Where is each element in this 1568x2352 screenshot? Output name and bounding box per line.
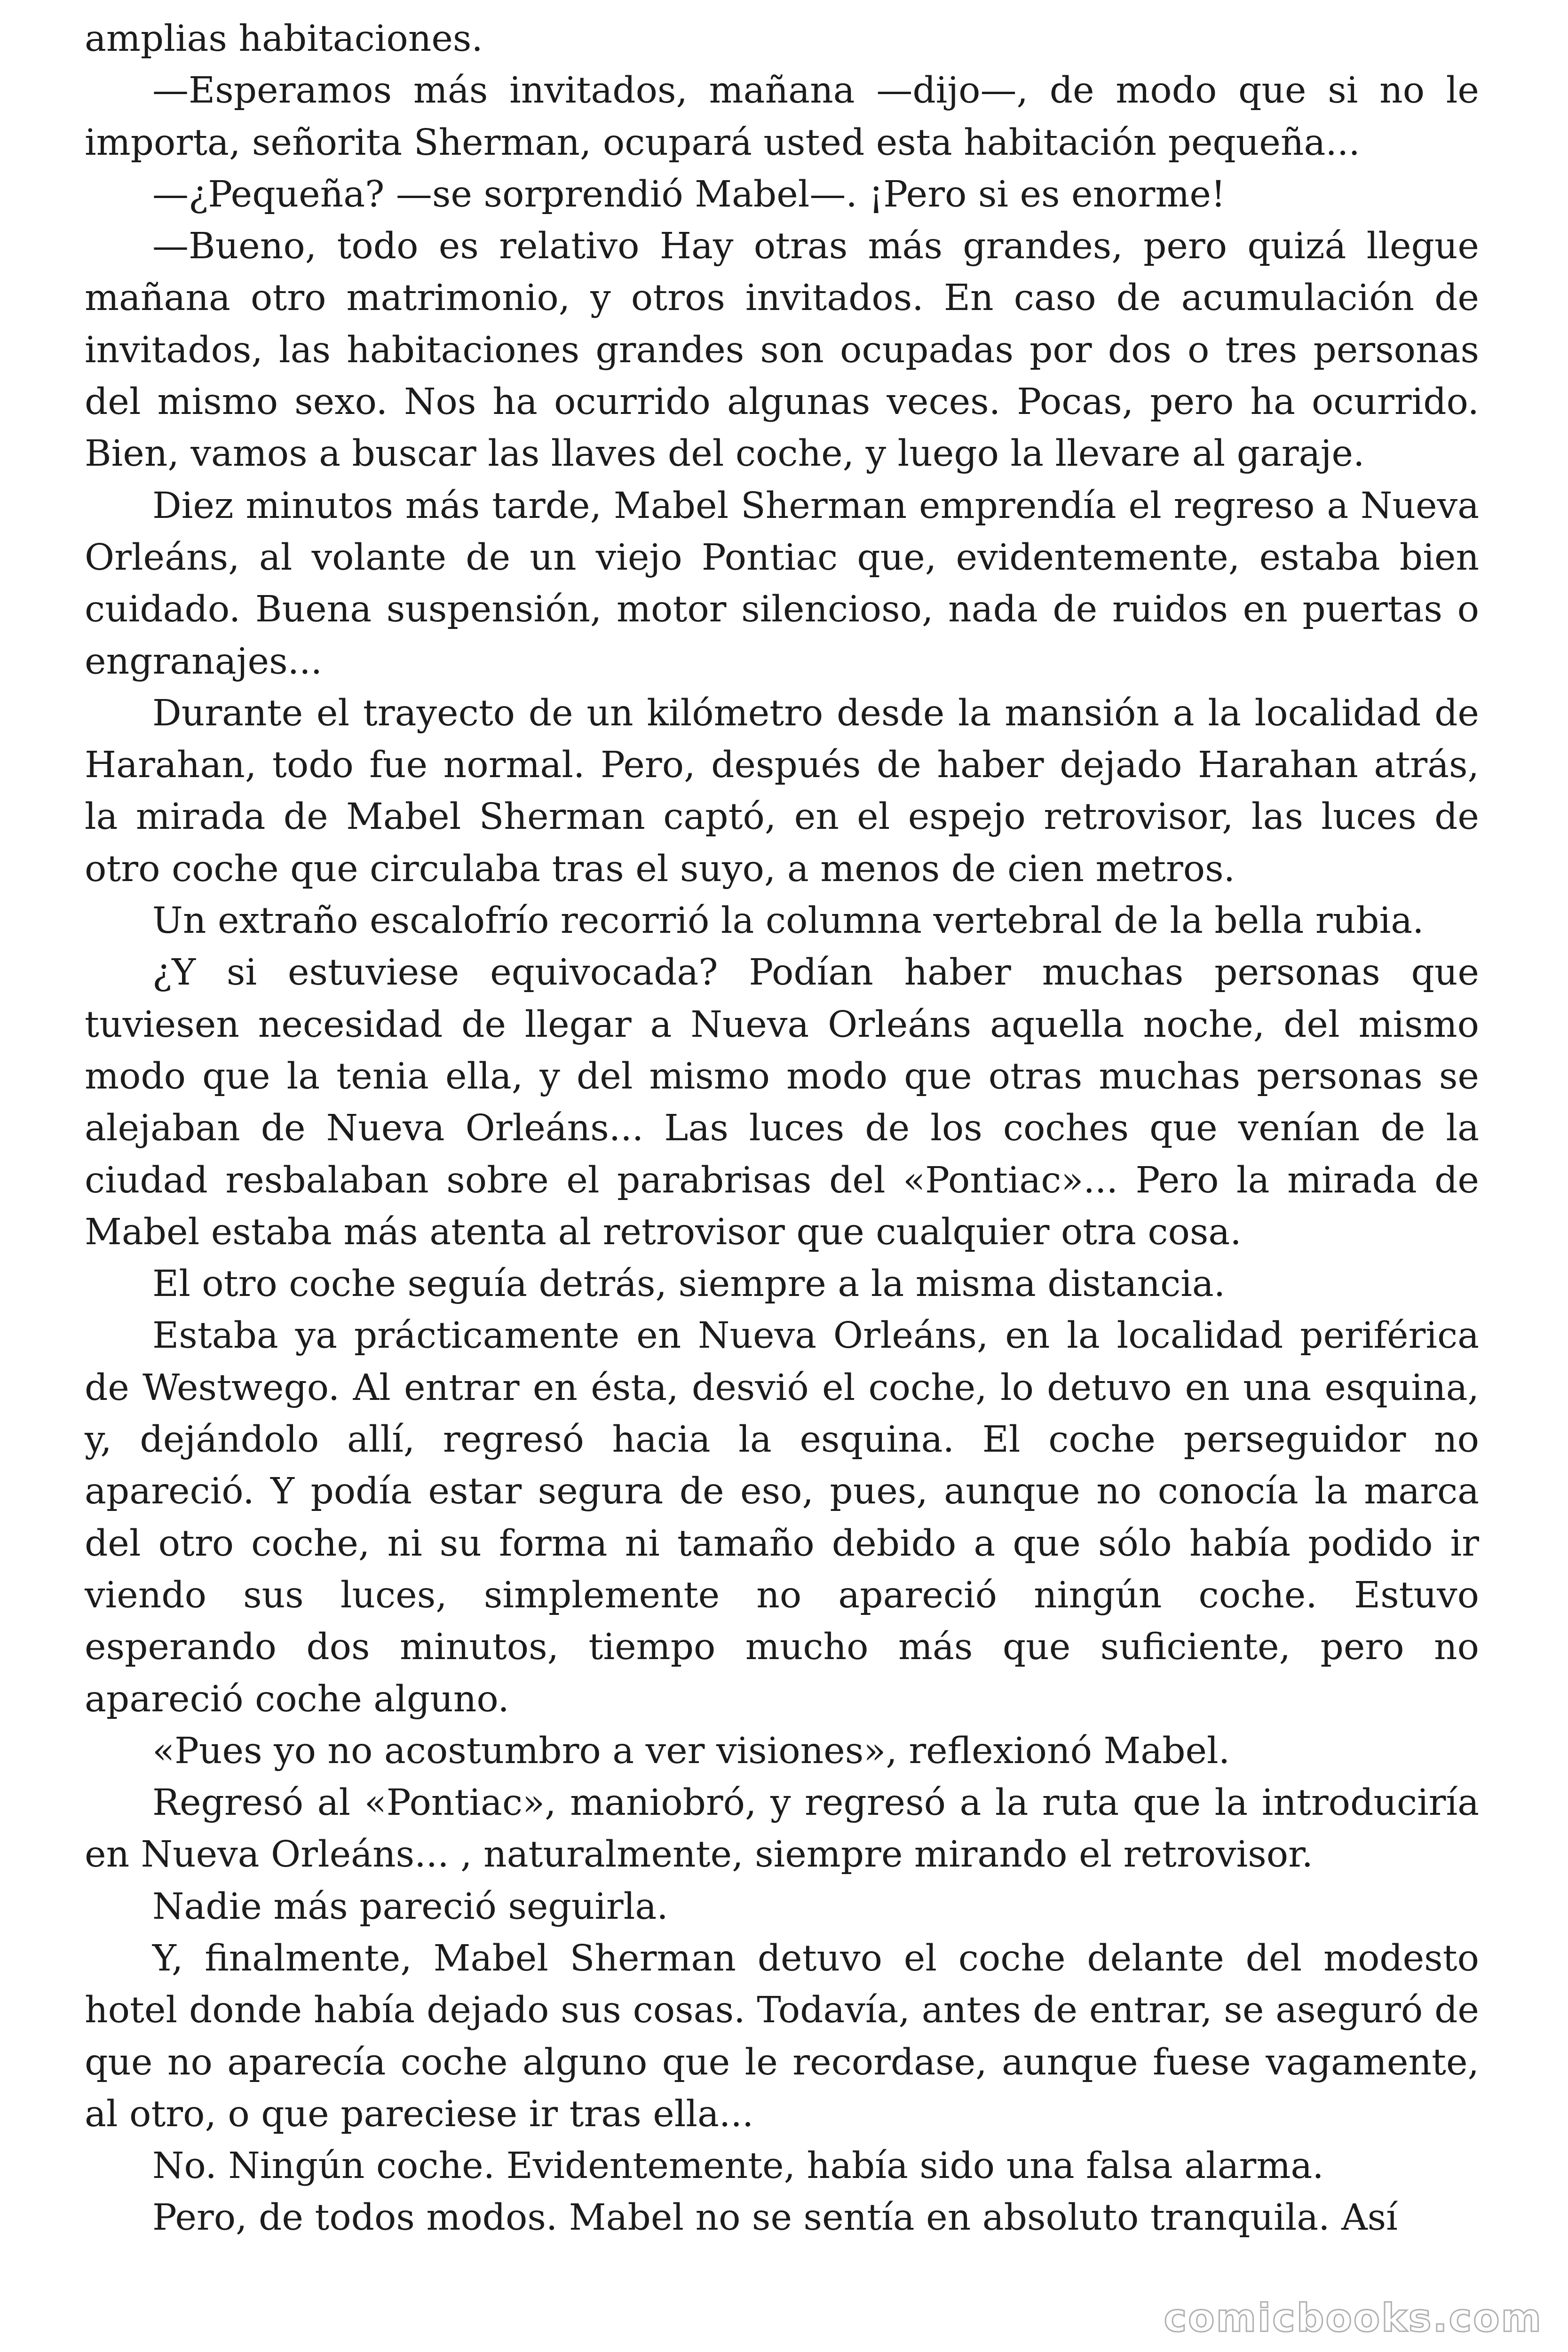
paragraph: El otro coche seguía detrás, siempre a la misma distancia. [152,1263,1226,1305]
paragraph: —Bueno, todo es relativo Hay otras más grandes, pero quizá llegue mañana otro matrimonio, y otros invitados. En caso de acumulación de invitados, las habitaciones grandes son ocupadas por dos o tres personas del mismo sexo. Nos ha ocurrido algunas veces. Pocas, pero ha ocurrido. Bien, vamos a buscar las llaves del coche, y luego la llevare al garaje. [85,225,1479,475]
paragraph: Y, finalmente, Mabel Sherman detuvo el coche delante del modesto hotel donde había dejado sus cosas. Todavía, antes de entrar, se aseguró de que no aparecía coche alguno que le recordase, aunque fuese vagamente, al otro, o que pareciese ir tras ella... [85,1937,1479,2135]
paragraph: —Esperamos más invitados, mañana —dijo—, de modo que si no le importa, señorita Sherman, ocupará usted esta habitación pequeña... [85,70,1479,164]
paragraph: Estaba ya prácticamente en Nueva Orleáns, en la localidad periférica de Westwego. Al entrar en ésta, desvió el coche, lo detuvo en una esquina, y, dejándolo allí, regresó hacia la esquina. El coche perseguidor no apareció. Y podía estar segura de eso, pues, aunque no conocía la marca del otro coche, ni su forma ni tamaño debido a que sólo había podido ir viendo sus luces, simplemente no apareció ningún coche. Estuvo esperando dos minutos, tiempo mucho más que suficiente, pero no apareció coche alguno. [85,1315,1479,1720]
paragraph: ¿Y si estuviese equivocada? Podían haber muchas personas que tuviesen necesidad de llegar a Nueva Orleáns aquella noche, del mismo modo que la tenia ella, y del mismo modo que otras muchas personas se alejaban de Nueva Orleáns... Las luces de los coches que venían de la ciudad resbalaban sobre el parabrisas del «Pontiac»... Pero la mirada de Mabel estaba más atenta al retrovisor que cualquier otra cosa. [85,952,1479,1253]
paragraph: amplias habitaciones. [85,18,483,60]
paragraph: Pero, de todos modos. Mabel no se sentía en absoluto tranquila. Así [152,2197,1398,2239]
paragraph: Nadie más pareció seguirla. [152,1885,668,1928]
page-text [85,13,1479,2244]
paragraph: Regresó al «Pontiac», maniobró, y regresó a la ruta que la introduciría en Nueva Orleáns... , naturalmente, siempre mirando el retrovisor. [85,1782,1479,1876]
paragraph: No. Ningún coche. Evidentemente, había sido una falsa alarma. [152,2145,1324,2187]
paragraph: Un extraño escalofrío recorrió la columna vertebral de la bella rubia. [152,900,1424,942]
paragraph: —¿Pequeña? —se sorprendió Mabel—. ¡Pero si es enorme! [152,173,1226,215]
watermark: comicbooks.com [1164,2296,1543,2341]
paragraph: «Pues yo no acostumbro a ver visiones», reflexionó Mabel. [152,1730,1230,1772]
paragraph: Durante el trayecto de un kilómetro desde la mansión a la localidad de Harahan, todo fue normal. Pero, después de haber dejado Harahan atrás, la mirada de Mabel Sherman captó, en el espejo retrovisor, las luces de otro coche que circulaba tras el suyo, a menos de cien metros. [85,692,1479,890]
paragraph: Diez minutos más tarde, Mabel Sherman emprendía el regreso a Nueva Orleáns, al volante de un viejo Pontiac que, evidentemente, estaba bien cuidado. Buena suspensión, motor silencioso, nada de ruidos en puertas o engranajes... [85,485,1479,683]
